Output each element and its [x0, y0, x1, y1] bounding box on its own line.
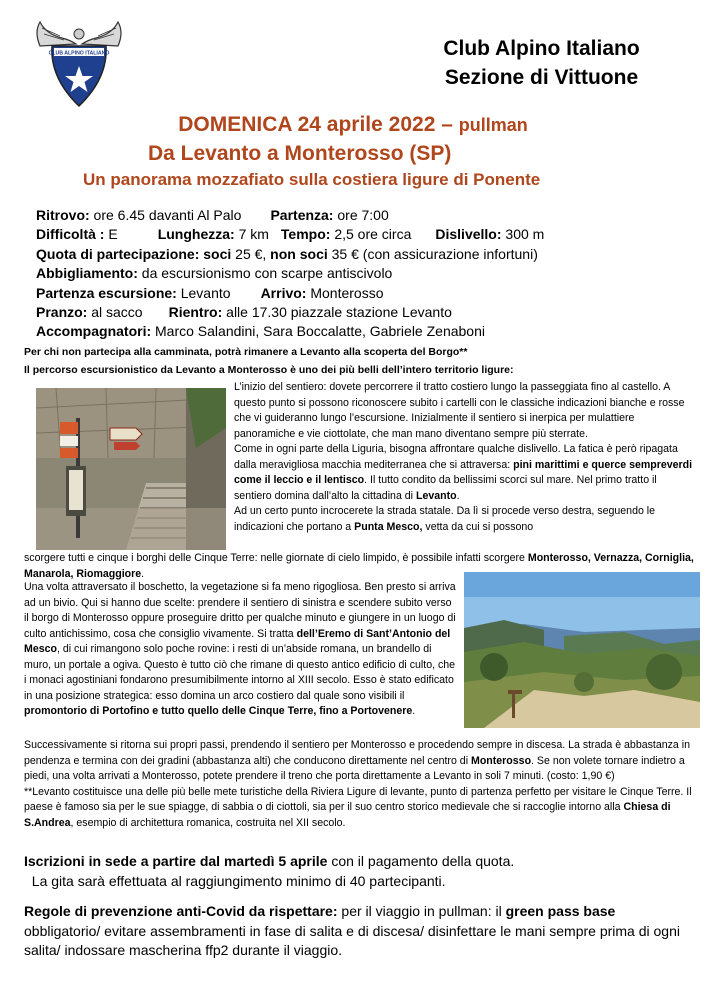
arrivo-value: Monterosso	[306, 284, 384, 301]
paragraph-eremo	[24, 580, 456, 720]
abbigliamento-label: Abbigliamento:	[36, 265, 138, 282]
logo-text: CLUB ALPINO ITALIANO	[48, 50, 110, 57]
soci-value: 25 €,	[231, 245, 267, 262]
intro-heading: Il percorso escursionistico da Levanto a Monterosso è uno dei più belli dell’intero territorio ligure:	[24, 364, 514, 376]
arrivo-label: Arrivo:	[260, 284, 307, 301]
text-span: **Levanto costituisce una delle più belle mete turistiche della Riviera Ligure di levante, punto di partenza perfetto per visitare le Cinque Terre. Il paese è famoso sia per le sue spiagge, di sabbia o di ciottoli, sia per il suo centro storico medievale che si raccoglie intorno alla	[24, 785, 692, 813]
trail-start-photo	[36, 388, 226, 550]
text-span: scorgere tutti e cinque i borghi delle Cinque Terre: nelle giornate di cielo limpido, è possibile infatti scorgere	[24, 552, 528, 564]
org-line-2: Sezione di Vittuone	[444, 66, 639, 89]
nonsoci-label: non soci	[266, 245, 328, 262]
event-date: DOMENICA 24 aprile 2022	[178, 113, 436, 136]
lunghezza-label: Lunghezza:	[157, 226, 235, 243]
info-row-accompagnatori	[36, 322, 544, 341]
bold-span: Monterosso	[471, 754, 532, 767]
registration-text: con il pagamento della quota.	[327, 853, 515, 869]
title-dash: –	[435, 113, 459, 136]
tempo-label: Tempo:	[280, 226, 331, 243]
route-title: Da Levanto a Monterosso (SP)	[148, 142, 452, 165]
rientro-label: Rientro:	[168, 304, 223, 321]
text-span: . Se non volete tornare indietro a piedi, una volta arrivati a Monterosso, potete prendere il treno che porta direttamente a Levanto in soli 7 minuti. (costo: 1,90 €)	[24, 754, 685, 782]
intro-note: Per chi non partecipa alla camminata, potrà rimanere a Levanto alla scoperta del Borgo**	[24, 346, 468, 358]
ritrovo-label: Ritrovo:	[36, 207, 90, 223]
subtitle: Un panorama mozzafiato sulla costiera ligure di Ponente	[83, 170, 541, 189]
partenza-escursione-value: Levanto	[176, 284, 231, 301]
rientro-value: alle 17.30 piazzale stazione Levanto	[222, 304, 452, 321]
accompagnatori-label: Accompagnatori:	[36, 323, 152, 340]
text-span: , esempio di architettura romanica, costruita nel XII secolo.	[70, 816, 346, 829]
text-span: .	[412, 705, 416, 717]
bold-span: Punta Mesco,	[354, 520, 423, 533]
dislivello-value: 300 m	[501, 226, 545, 243]
paragraph-start: L’inizio del sentiero: dovete percorrere il tratto costiero lungo la passeggiata fino al castello. A questo punto si possono riconoscere subito i cartelli con le classiche indicazioni bianche e rosse che vi guideranno lungo l’escursione. Inizialmente il sentiero si inerpica per mulattiere panoramiche e vie ciottolate, che man mano diventano sempre più sterrate.	[234, 381, 685, 440]
paragraph-levanto-note	[24, 785, 698, 832]
soci-label: soci	[199, 245, 232, 262]
text-span: Come in ogni parte della Liguria, bisogna affrontare qualche dislivello. La fatica è però ripagata dalla meravigliosa macchia mediterranea che si attraversa:	[234, 443, 678, 471]
org-line-1: Club Alpino Italiano	[443, 37, 640, 60]
pranzo-value: al sacco	[87, 304, 143, 321]
info-row-difficolta	[36, 225, 544, 244]
text-span: .	[141, 567, 145, 580]
nonsoci-value: 35 € (con assicurazione infortuni)	[327, 245, 538, 262]
text-span: Successivamente si ritorna sui propri passi, prendendo il sentiero per Monterosso e procedendo sempre in discesa. La strada è abbastanza in pendenza e termina con dei gradini (abbastanza alti) che conducono direttamente nel centro di	[24, 739, 691, 767]
quota-label: Quota di partecipazione:	[36, 245, 200, 262]
pranzo-label: Pranzo:	[36, 304, 88, 321]
covid-rules	[24, 902, 694, 961]
text-span: , di cui rimangono solo poche rovine: i resti di un’abside romana, un brandello di muro, un portale a ogiva. Questo è tutto ciò che rimane di questo antico edificio di culto, che i monaci agostiniani fondarono presumibilmente intorno al XIII secolo. Esso è stato edificato in una posizione strategica: esso domina un arco costiero dal quale sono visibili il	[24, 643, 456, 702]
text-span: Una volta attraversato il boschetto, la vegetazione si fa meno rigogliosa. Ben presto si arriva ad un bivio. Qui si hanno due scelte: prendere il sentiero di sinistra e scendere subito verso il borgo di Monterosso oppure proseguire dritto per qualche minuto e giungere in un luogo di culto antichissimo, cosa che consiglio vivamente. Si tratta	[24, 581, 456, 640]
bold-span: pini marittimi e querce sempreverdi come il leccio e il lentisco	[234, 458, 693, 486]
text-span: obbligatorio/ evitare assembramenti in fase di salita e di discesa/ disinfettare le mani sempre prima di ogni salita/ indossare mascherina ffp2 durante il viaggio.	[24, 922, 680, 958]
partenza-label: Partenza:	[270, 207, 334, 223]
info-row-abbigliamento	[36, 264, 544, 283]
bold-span: dell’Eremo di Sant’Antonio del Mesco	[24, 627, 451, 655]
difficolta-label: Difficoltà :	[36, 226, 105, 243]
event-date-title	[0, 113, 706, 137]
info-row-ritrovo	[36, 206, 544, 225]
text-span: .	[456, 489, 460, 502]
organization-name	[400, 34, 683, 92]
trail-description-right	[234, 380, 696, 535]
bold-span: Levanto	[415, 489, 457, 502]
registration-date: Iscrizioni in sede a partire dal martedì 5 aprile	[24, 853, 328, 869]
accompagnatori-value: Marco Salandini, Sara Boccalatte, Gabriele Zenaboni	[151, 323, 485, 340]
bold-span: Monterosso, Vernazza, Corniglia, Manarola, Riomaggiore	[24, 552, 694, 580]
dislivello-label: Dislivello:	[435, 226, 502, 243]
cai-logo	[32, 18, 126, 110]
covid-heading: Regole di prevenzione anti-Covid da rispettare:	[24, 903, 338, 919]
tempo-value: 2,5 ore circa	[330, 226, 412, 243]
text-span: Ad un certo punto incrocerete la strada statale. Da lì si procede verso destra, seguendo le indicazioni che portano a	[234, 505, 656, 533]
text-span: . Il tutto condito da bellissimi scorci sul mare. Nel primo tratto il sentiero domina dall’alto la cittadina di	[234, 474, 657, 502]
registration-info	[24, 851, 684, 891]
paragraph-cinque-terre	[24, 551, 696, 582]
paragraph-liguria	[234, 442, 696, 504]
green-pass: green pass base	[505, 903, 616, 919]
registration-line	[24, 851, 684, 871]
text-span: vetta da cui si possono	[422, 520, 534, 533]
trail-description-end	[24, 738, 698, 831]
eagle-wing-left	[37, 22, 76, 46]
info-row-pranzo	[36, 303, 544, 322]
abbigliamento-value: da escursionismo con scarpe antiscivolo	[137, 265, 393, 282]
difficolta-value: E	[104, 226, 118, 243]
ritrovo-value: ore 6.45 davanti Al Palo	[89, 207, 242, 223]
paragraph-return	[24, 738, 698, 785]
eagle-wing-right	[82, 22, 121, 46]
partenza-escursione-label: Partenza escursione:	[36, 284, 177, 301]
coast-panorama-photo	[464, 572, 700, 728]
partenza-value: ore 7:00	[333, 207, 389, 223]
text-span: per il viaggio in pullman: il	[337, 903, 506, 919]
info-row-quota	[36, 245, 544, 264]
minimum-participants: La gita sarà effettuata al raggiungimento minimo di 40 partecipanti.	[24, 873, 446, 889]
trip-info	[36, 206, 544, 342]
bold-span: promontorio di Portofino e tutto quello delle Cinque Terre, fino a Portovenere	[24, 705, 413, 717]
paragraph-punta-mesco	[234, 504, 696, 535]
bold-span: Chiesa di S.Andrea	[24, 801, 671, 829]
transport-type: pullman	[458, 115, 528, 135]
info-row-partenza-escursione	[36, 284, 544, 303]
eagle-head	[74, 29, 84, 39]
lunghezza-value: 7 km	[234, 226, 269, 243]
